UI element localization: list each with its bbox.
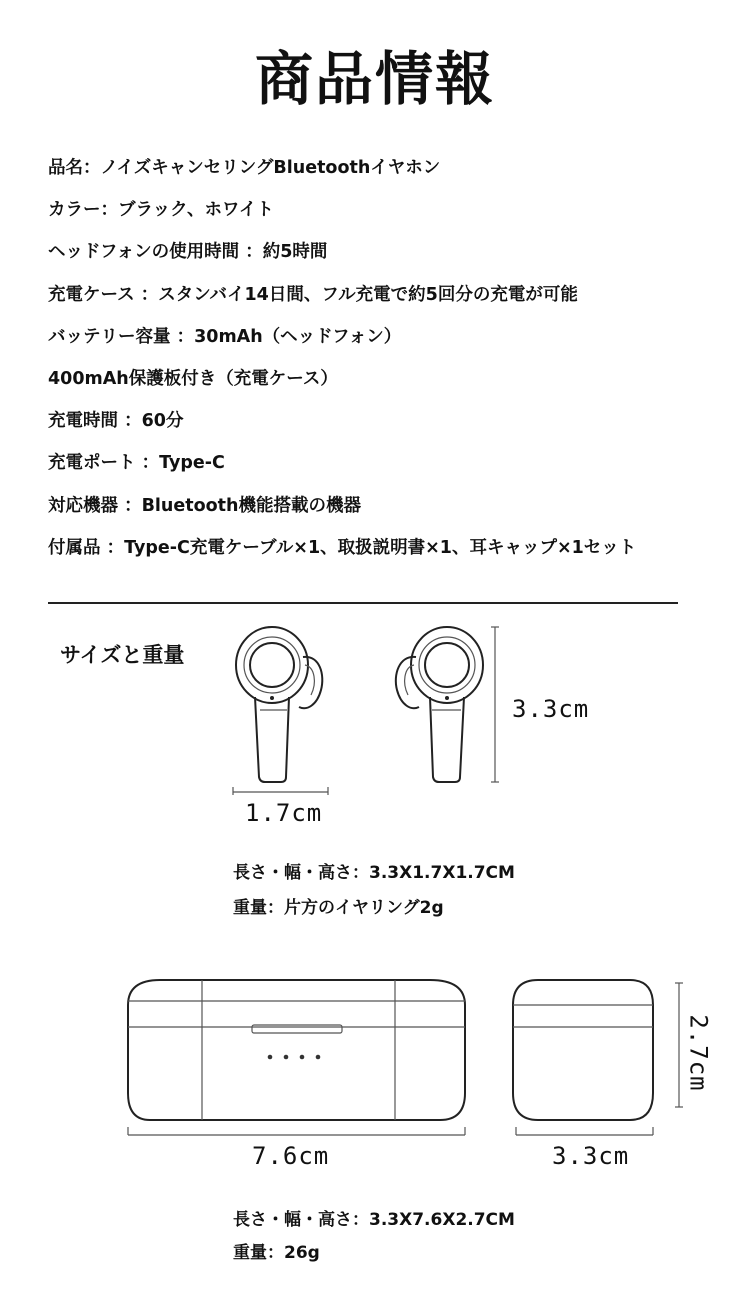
spec-item-battery: バッテリー容量 ：30mAh（ヘッドフォン） <box>48 326 402 347</box>
spec-item-accessories: 付属品 ：Type-C充電ケーブル×1、取扱説明書×1、耳キャップ×1セット <box>48 537 637 558</box>
case-length-label: 7.6cm <box>252 1142 330 1170</box>
spec-item-charge-port: 充電ポート ：Type-C <box>48 453 225 474</box>
spec-item-usage-time: ヘッドフォンの使用時間 ：約5時間 <box>48 242 328 263</box>
earbud-height-label: 3.3cm <box>512 695 590 723</box>
earbud-weight-text: 重量：片方のイヤリング2g <box>233 898 444 918</box>
left-earbud-drawing <box>236 627 322 782</box>
page-title: 商品情報 <box>254 45 495 113</box>
spec-item-devices: 対応機器 ：Bluetooth機能搭載の機器 <box>48 495 361 516</box>
case-height-label: 2.7cm <box>684 1014 713 1092</box>
spec-item-charging-case: 充電ケース ：スタンバイ14日間、フル充電で約5回分の充電が可能 <box>48 284 578 305</box>
case-dimensions-text: 長さ・幅・高さ：3.3X7.6X2.7CM <box>233 1210 515 1230</box>
spec-item-name: 品名：ノイズキャンセリングBluetoothイヤホン <box>48 158 441 178</box>
spec-item-case-battery: 400mAh保護板付き（充電ケース） <box>48 368 338 389</box>
earbud-illustration <box>225 615 525 820</box>
earbud-width-label: 1.7cm <box>245 799 323 827</box>
case-front-drawing <box>128 980 465 1120</box>
case-weight-text: 重量：26g <box>233 1243 320 1263</box>
right-earbud-drawing <box>396 627 483 782</box>
case-depth-label: 3.3cm <box>552 1142 630 1170</box>
spec-item-color: カラー：ブラック、ホワイト <box>48 200 274 221</box>
spec-item-charge-time: 充電時間 ：60分 <box>48 411 184 432</box>
section-divider <box>48 602 678 604</box>
size-weight-heading: サイズと重量 <box>60 643 185 667</box>
charging-case-illustration <box>120 975 690 1145</box>
spec-list <box>48 150 738 572</box>
case-side-drawing <box>513 980 653 1120</box>
earbud-dimensions-text: 長さ・幅・高さ：3.3X1.7X1.7CM <box>233 863 515 883</box>
